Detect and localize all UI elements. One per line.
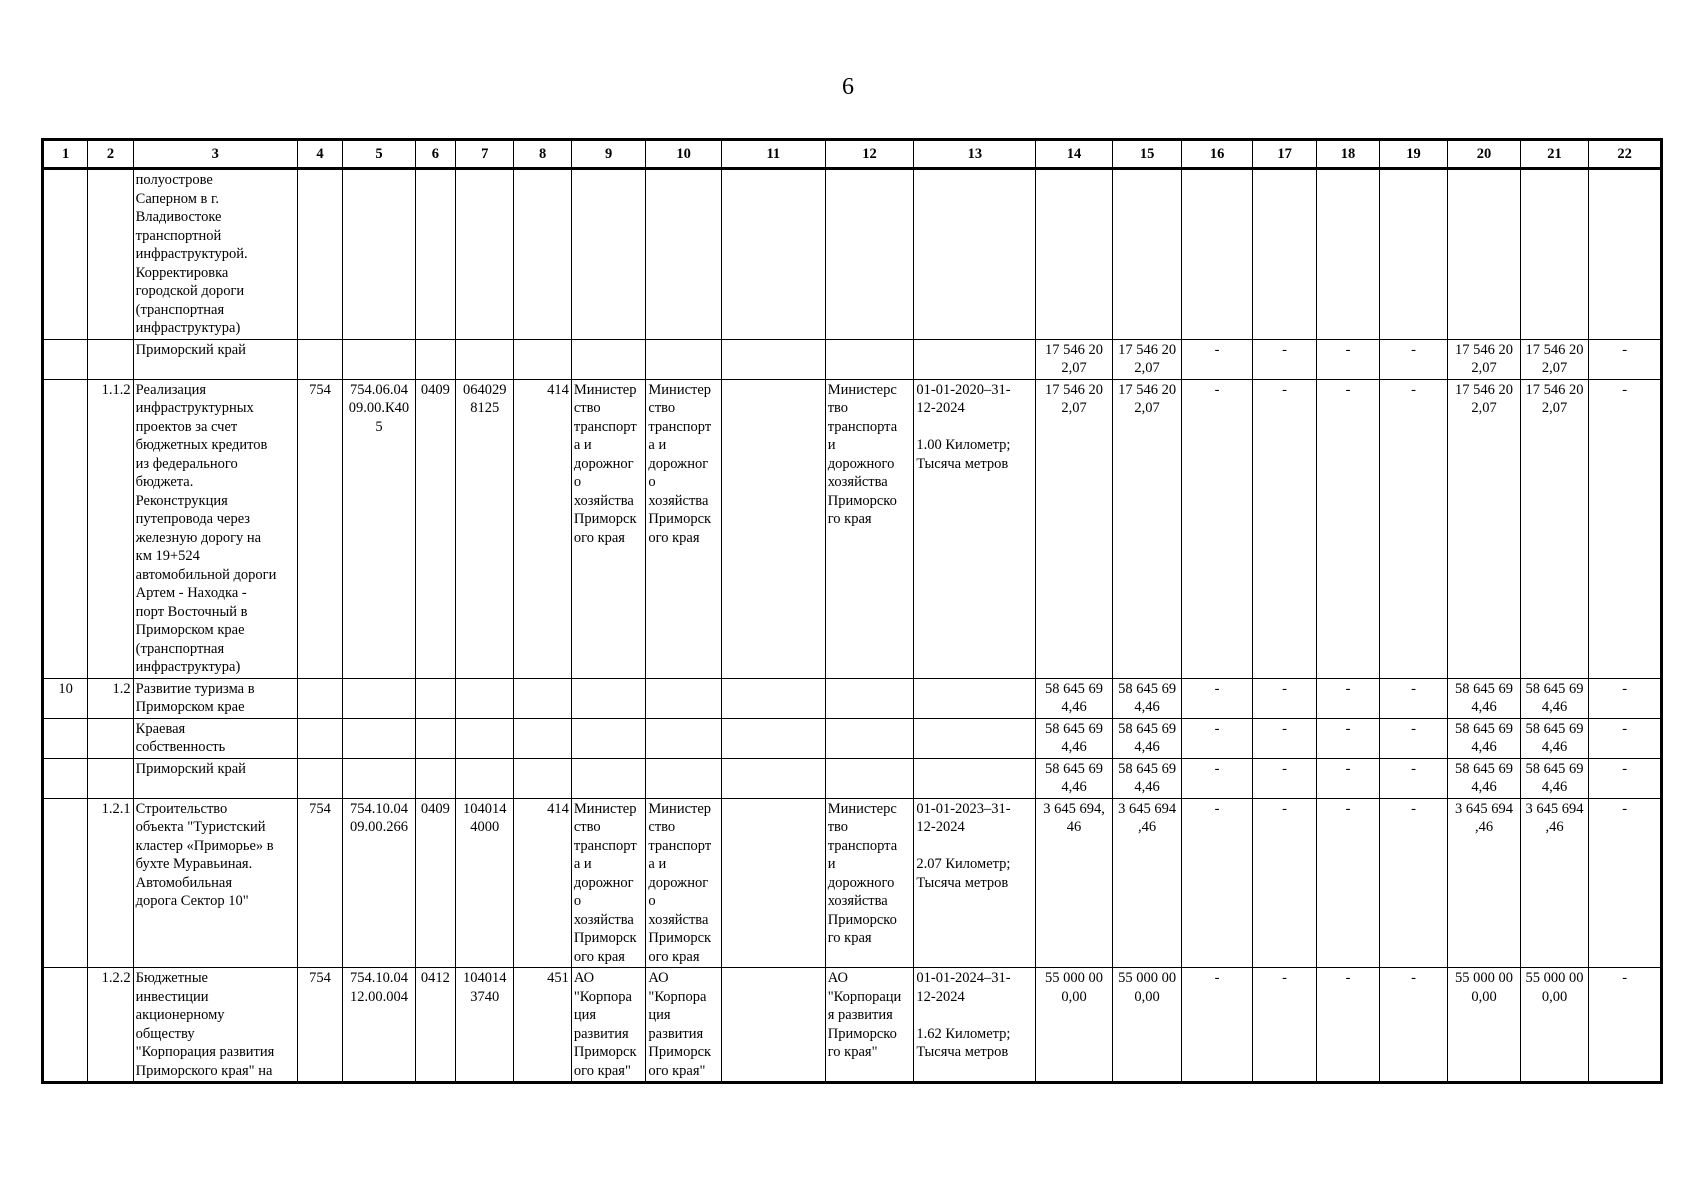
column-header-7: 7 <box>456 140 514 169</box>
cell-col-7: 104014 4000 <box>456 798 514 968</box>
cell-col-13 <box>914 169 1036 340</box>
cell-col-13 <box>914 718 1036 758</box>
cell-col-20: 58 645 69 4,46 <box>1448 678 1521 718</box>
table-row <box>43 379 1662 678</box>
cell-col-10 <box>646 758 722 798</box>
cell-col-2 <box>88 339 133 379</box>
cell-col-14: 17 546 20 2,07 <box>1036 379 1113 678</box>
cell-col-10 <box>646 718 722 758</box>
column-header-5: 5 <box>343 140 416 169</box>
cell-col-9 <box>571 339 646 379</box>
column-header-17: 17 <box>1252 140 1316 169</box>
cell-col-20: 3 645 694 ,46 <box>1448 798 1521 968</box>
cell-col-21 <box>1520 169 1589 340</box>
cell-col-8: 414 <box>514 379 571 678</box>
column-header-16: 16 <box>1182 140 1253 169</box>
cell-col-21: 17 546 20 2,07 <box>1520 339 1589 379</box>
cell-col-11 <box>721 339 825 379</box>
cell-col-5 <box>343 758 416 798</box>
cell-col-20: 58 645 69 4,46 <box>1448 718 1521 758</box>
table-row <box>43 758 1662 798</box>
cell-col-20: 17 546 20 2,07 <box>1448 379 1521 678</box>
column-header-12: 12 <box>825 140 914 169</box>
cell-col-5 <box>343 339 416 379</box>
cell-col-6 <box>415 758 455 798</box>
column-header-11: 11 <box>721 140 825 169</box>
cell-col-8 <box>514 169 571 340</box>
cell-col-1 <box>43 968 88 1083</box>
cell-col-14: 58 645 69 4,46 <box>1036 678 1113 718</box>
cell-col-4 <box>297 758 342 798</box>
table-row <box>43 718 1662 758</box>
column-header-10: 10 <box>646 140 722 169</box>
column-header-15: 15 <box>1112 140 1182 169</box>
cell-col-16: - <box>1182 379 1253 678</box>
table-row <box>43 169 1662 340</box>
column-number-row <box>43 140 1662 169</box>
cell-col-19: - <box>1379 718 1448 758</box>
cell-col-13 <box>914 758 1036 798</box>
cell-col-12 <box>825 758 914 798</box>
cell-col-8 <box>514 758 571 798</box>
cell-col-9 <box>571 758 646 798</box>
cell-col-18: - <box>1317 798 1379 968</box>
cell-col-5 <box>343 718 416 758</box>
cell-col-11 <box>721 758 825 798</box>
cell-col-9: АО "Корпора ция развития Приморск ого края" <box>571 968 646 1083</box>
cell-col-13: 01-01-2024–31- 12-2024 1.62 Километр; Тысяча метров <box>914 968 1036 1083</box>
table-row <box>43 339 1662 379</box>
cell-col-13: 01-01-2023–31- 12-2024 2.07 Километр; Тысяча метров <box>914 798 1036 968</box>
cell-col-9 <box>571 169 646 340</box>
column-header-2: 2 <box>88 140 133 169</box>
cell-col-1 <box>43 798 88 968</box>
cell-col-10 <box>646 339 722 379</box>
cell-col-4 <box>297 169 342 340</box>
cell-col-8: 414 <box>514 798 571 968</box>
cell-col-7: 104014 3740 <box>456 968 514 1083</box>
cell-col-19 <box>1379 169 1448 340</box>
cell-col-15: 3 645 694 ,46 <box>1112 798 1182 968</box>
cell-col-5: 754.06.04 09.00.К40 5 <box>343 379 416 678</box>
cell-col-18 <box>1317 169 1379 340</box>
column-header-6: 6 <box>415 140 455 169</box>
cell-col-16 <box>1182 169 1253 340</box>
cell-col-10 <box>646 678 722 718</box>
cell-col-22 <box>1589 169 1662 340</box>
cell-col-3: Развитие туризма в Приморском крае <box>133 678 297 718</box>
cell-col-10: АО "Корпора ция развития Приморск ого края" <box>646 968 722 1083</box>
column-header-20: 20 <box>1448 140 1521 169</box>
cell-col-21: 55 000 00 0,00 <box>1520 968 1589 1083</box>
cell-col-8 <box>514 339 571 379</box>
cell-col-18: - <box>1317 758 1379 798</box>
cell-col-14: 3 645 694, 46 <box>1036 798 1113 968</box>
cell-col-16: - <box>1182 339 1253 379</box>
cell-col-8: 451 <box>514 968 571 1083</box>
cell-col-16: - <box>1182 758 1253 798</box>
cell-col-17: - <box>1252 678 1316 718</box>
cell-col-6: 0409 <box>415 798 455 968</box>
column-header-21: 21 <box>1520 140 1589 169</box>
cell-col-11 <box>721 169 825 340</box>
cell-col-21: 17 546 20 2,07 <box>1520 379 1589 678</box>
program-table <box>41 138 1663 1084</box>
column-header-3: 3 <box>133 140 297 169</box>
cell-col-22: - <box>1589 718 1662 758</box>
cell-col-16: - <box>1182 678 1253 718</box>
cell-col-16: - <box>1182 718 1253 758</box>
cell-col-6: 0409 <box>415 379 455 678</box>
cell-col-15: 58 645 69 4,46 <box>1112 678 1182 718</box>
cell-col-6 <box>415 678 455 718</box>
cell-col-14: 58 645 69 4,46 <box>1036 758 1113 798</box>
cell-col-12: Министерс тво транспорта и дорожного хозяйства Приморско го края <box>825 798 914 968</box>
cell-col-7 <box>456 718 514 758</box>
cell-col-7 <box>456 339 514 379</box>
column-header-13: 13 <box>914 140 1036 169</box>
cell-col-16: - <box>1182 798 1253 968</box>
cell-col-17 <box>1252 169 1316 340</box>
cell-col-12: АО "Корпораци я развития Приморско го края" <box>825 968 914 1083</box>
cell-col-18: - <box>1317 379 1379 678</box>
cell-col-4 <box>297 678 342 718</box>
cell-col-14: 58 645 69 4,46 <box>1036 718 1113 758</box>
cell-col-15: 17 546 20 2,07 <box>1112 339 1182 379</box>
cell-col-22: - <box>1589 758 1662 798</box>
cell-col-18: - <box>1317 718 1379 758</box>
cell-col-11 <box>721 968 825 1083</box>
cell-col-3: полуострове Саперном в г. Владивостоке транспортной инфраструктурой. Корректировка городской дороги (транспортная инфраструктура) <box>133 169 297 340</box>
cell-col-22: - <box>1589 968 1662 1083</box>
cell-col-3: Приморский край <box>133 339 297 379</box>
cell-col-2 <box>88 718 133 758</box>
table-row <box>43 798 1662 968</box>
cell-col-18: - <box>1317 968 1379 1083</box>
column-header-19: 19 <box>1379 140 1448 169</box>
cell-col-12 <box>825 718 914 758</box>
cell-col-12: Министерс тво транспорта и дорожного хозяйства Приморско го края <box>825 379 914 678</box>
cell-col-18: - <box>1317 339 1379 379</box>
cell-col-5 <box>343 678 416 718</box>
column-header-14: 14 <box>1036 140 1113 169</box>
cell-col-19: - <box>1379 968 1448 1083</box>
cell-col-3: Бюджетные инвестиции акционерному обществу "Корпорация развития Приморского края" на <box>133 968 297 1083</box>
cell-col-17: - <box>1252 718 1316 758</box>
cell-col-20 <box>1448 169 1521 340</box>
cell-col-7 <box>456 678 514 718</box>
cell-col-8 <box>514 678 571 718</box>
cell-col-15 <box>1112 169 1182 340</box>
cell-col-9 <box>571 718 646 758</box>
cell-col-3: Краевая собственность <box>133 718 297 758</box>
cell-col-1 <box>43 379 88 678</box>
cell-col-5: 754.10.04 12.00.004 <box>343 968 416 1083</box>
cell-col-21: 58 645 69 4,46 <box>1520 678 1589 718</box>
cell-col-20: 55 000 00 0,00 <box>1448 968 1521 1083</box>
column-header-18: 18 <box>1317 140 1379 169</box>
cell-col-19: - <box>1379 798 1448 968</box>
cell-col-2 <box>88 758 133 798</box>
cell-col-9: Министер ство транспорт а и дорожног о хозяйства Приморск ого края <box>571 798 646 968</box>
cell-col-17: - <box>1252 758 1316 798</box>
cell-col-3: Приморский край <box>133 758 297 798</box>
cell-col-2: 1.2 <box>88 678 133 718</box>
cell-col-15: 58 645 69 4,46 <box>1112 758 1182 798</box>
cell-col-14 <box>1036 169 1113 340</box>
cell-col-21: 58 645 69 4,46 <box>1520 718 1589 758</box>
cell-col-10: Министер ство транспорт а и дорожног о хозяйства Приморск ого края <box>646 798 722 968</box>
cell-col-10 <box>646 169 722 340</box>
cell-col-22: - <box>1589 339 1662 379</box>
column-header-1: 1 <box>43 140 88 169</box>
cell-col-15: 17 546 20 2,07 <box>1112 379 1182 678</box>
cell-col-7: 064029 8125 <box>456 379 514 678</box>
cell-col-17: - <box>1252 339 1316 379</box>
cell-col-13 <box>914 678 1036 718</box>
cell-col-10: Министер ство транспорт а и дорожног о хозяйства Приморск ого края <box>646 379 722 678</box>
cell-col-6 <box>415 169 455 340</box>
cell-col-9: Министер ство транспорт а и дорожног о хозяйства Приморск ого края <box>571 379 646 678</box>
cell-col-12 <box>825 169 914 340</box>
cell-col-2 <box>88 169 133 340</box>
column-header-22: 22 <box>1589 140 1662 169</box>
cell-col-11 <box>721 718 825 758</box>
cell-col-22: - <box>1589 798 1662 968</box>
cell-col-19: - <box>1379 339 1448 379</box>
cell-col-7 <box>456 758 514 798</box>
cell-col-21: 3 645 694 ,46 <box>1520 798 1589 968</box>
cell-col-4: 754 <box>297 968 342 1083</box>
cell-col-2: 1.1.2 <box>88 379 133 678</box>
cell-col-21: 58 645 69 4,46 <box>1520 758 1589 798</box>
cell-col-11 <box>721 678 825 718</box>
cell-col-2: 1.2.2 <box>88 968 133 1083</box>
cell-col-22: - <box>1589 678 1662 718</box>
cell-col-16: - <box>1182 968 1253 1083</box>
cell-col-17: - <box>1252 798 1316 968</box>
cell-col-15: 55 000 00 0,00 <box>1112 968 1182 1083</box>
column-header-4: 4 <box>297 140 342 169</box>
column-header-8: 8 <box>514 140 571 169</box>
cell-col-4 <box>297 718 342 758</box>
cell-col-12 <box>825 678 914 718</box>
cell-col-13 <box>914 339 1036 379</box>
cell-col-1 <box>43 339 88 379</box>
cell-col-5: 754.10.04 09.00.266 <box>343 798 416 968</box>
cell-col-13: 01-01-2020–31- 12-2024 1.00 Километр; Тысяча метров <box>914 379 1036 678</box>
cell-col-19: - <box>1379 678 1448 718</box>
cell-col-12 <box>825 339 914 379</box>
cell-col-1 <box>43 758 88 798</box>
cell-col-18: - <box>1317 678 1379 718</box>
cell-col-4: 754 <box>297 379 342 678</box>
cell-col-19: - <box>1379 758 1448 798</box>
cell-col-4: 754 <box>297 798 342 968</box>
cell-col-9 <box>571 678 646 718</box>
cell-col-22: - <box>1589 379 1662 678</box>
cell-col-5 <box>343 169 416 340</box>
cell-col-17: - <box>1252 968 1316 1083</box>
cell-col-1 <box>43 718 88 758</box>
cell-col-1: 10 <box>43 678 88 718</box>
cell-col-15: 58 645 69 4,46 <box>1112 718 1182 758</box>
cell-col-14: 17 546 20 2,07 <box>1036 339 1113 379</box>
cell-col-6 <box>415 339 455 379</box>
cell-col-2: 1.2.1 <box>88 798 133 968</box>
page-number: 6 <box>842 74 854 100</box>
cell-col-20: 58 645 69 4,46 <box>1448 758 1521 798</box>
cell-col-8 <box>514 718 571 758</box>
cell-col-11 <box>721 379 825 678</box>
cell-col-1 <box>43 169 88 340</box>
cell-col-6: 0412 <box>415 968 455 1083</box>
cell-col-19: - <box>1379 379 1448 678</box>
cell-col-4 <box>297 339 342 379</box>
cell-col-3: Строительство объекта "Туристский кластер «Приморье» в бухте Муравьиная. Автомобильная дорога Сектор 10" <box>133 798 297 968</box>
cell-col-17: - <box>1252 379 1316 678</box>
column-header-9: 9 <box>571 140 646 169</box>
cell-col-6 <box>415 718 455 758</box>
table-row <box>43 678 1662 718</box>
cell-col-7 <box>456 169 514 340</box>
table-row <box>43 968 1662 1083</box>
cell-col-11 <box>721 798 825 968</box>
cell-col-20: 17 546 20 2,07 <box>1448 339 1521 379</box>
cell-col-3: Реализация инфраструктурных проектов за счет бюджетных кредитов из федерального бюджета. Реконструкция путепровода через железную дорогу на км 19+524 автомобильной дороги Артем - Находка - порт Восточный в Приморском крае (транспортная инфраструктура) <box>133 379 297 678</box>
cell-col-14: 55 000 00 0,00 <box>1036 968 1113 1083</box>
